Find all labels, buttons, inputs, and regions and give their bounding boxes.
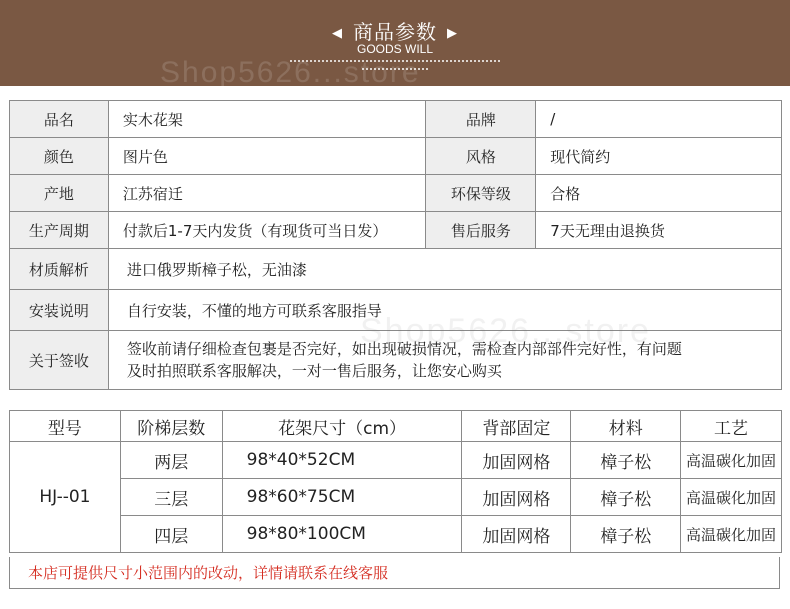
spec-label: 产地 bbox=[10, 175, 109, 212]
product-row bbox=[10, 479, 782, 516]
column-header: 背部固定 bbox=[462, 411, 571, 442]
size-cell: 98*80*100CM bbox=[222, 516, 462, 553]
product-row bbox=[10, 442, 782, 479]
back-cell: 加固网格 bbox=[462, 516, 571, 553]
column-header: 材料 bbox=[571, 411, 681, 442]
spec-value: 图片色 bbox=[108, 138, 426, 175]
spec-value: 现代简约 bbox=[536, 138, 782, 175]
back-cell: 加固网格 bbox=[462, 442, 571, 479]
tiers-cell: 两层 bbox=[120, 442, 222, 479]
column-header: 型号 bbox=[10, 411, 121, 442]
watermark-2: Shop5626...store bbox=[360, 312, 651, 350]
spec-row bbox=[10, 175, 782, 212]
material-cell: 樟子松 bbox=[571, 516, 681, 553]
install-label: 安装说明 bbox=[10, 290, 109, 331]
spec-value: 合格 bbox=[536, 175, 782, 212]
spec-label: 品牌 bbox=[426, 101, 536, 138]
spec-value: / bbox=[536, 101, 782, 138]
column-header: 阶梯层数 bbox=[120, 411, 222, 442]
watermark: Shop5626...store bbox=[160, 56, 421, 89]
size-cell: 98*40*52CM bbox=[222, 442, 462, 479]
tiers-cell: 四层 bbox=[120, 516, 222, 553]
spec-value: 江苏宿迁 bbox=[108, 175, 426, 212]
install-value: 自行安装，不懂的地方可联系客服指导 bbox=[108, 290, 781, 331]
spec-label: 风格 bbox=[426, 138, 536, 175]
spec-row bbox=[10, 212, 782, 249]
spec-row-material bbox=[10, 249, 782, 290]
spec-label: 生产周期 bbox=[10, 212, 109, 249]
model-cell: HJ--01 bbox=[10, 442, 121, 553]
tiers-cell: 三层 bbox=[120, 479, 222, 516]
spec-label: 售后服务 bbox=[426, 212, 536, 249]
product-row bbox=[10, 516, 782, 553]
craft-cell: 高温碳化加固 bbox=[681, 479, 782, 516]
receipt-line-1: 签收前请仔细检查包裹是否完好，如出现破损情况，需检查内部部件完好性，有问题 bbox=[126, 340, 682, 358]
spec-label: 颜色 bbox=[10, 138, 109, 175]
material-value: 进口俄罗斯樟子松，无油漆 bbox=[108, 249, 781, 290]
craft-cell: 高温碳化加固 bbox=[681, 516, 782, 553]
column-header: 花架尺寸（cm） bbox=[222, 411, 462, 442]
spec-label: 环保等级 bbox=[426, 175, 536, 212]
banner-subtitle: GOODS WILL bbox=[356, 42, 433, 56]
product-table bbox=[9, 410, 782, 553]
banner-title-text: 商品参数 bbox=[353, 20, 437, 44]
receipt-line-2: 及时拍照联系客服解决，一对一售后服务，让您安心购买 bbox=[126, 362, 502, 380]
right-triangle-icon: ▶ bbox=[447, 26, 458, 41]
left-triangle-icon: ◀ bbox=[332, 26, 343, 41]
size-cell: 98*60*75CM bbox=[222, 479, 462, 516]
spec-row bbox=[10, 138, 782, 175]
header-banner bbox=[0, 0, 790, 89]
column-header: 工艺 bbox=[681, 411, 782, 442]
product-header-row bbox=[10, 411, 782, 442]
back-cell: 加固网格 bbox=[462, 479, 571, 516]
receipt-label: 关于签收 bbox=[10, 331, 109, 390]
spec-value: 7天无理由退换货 bbox=[536, 212, 782, 249]
spec-label: 品名 bbox=[10, 101, 109, 138]
material-cell: 樟子松 bbox=[571, 442, 681, 479]
material-label: 材质解析 bbox=[10, 249, 109, 290]
customization-note: 本店可提供尺寸小范围内的改动，详情请联系在线客服 bbox=[9, 557, 780, 589]
spec-value: 付款后1-7天内发货（有现货可当日发） bbox=[108, 212, 426, 249]
spec-value: 实木花架 bbox=[108, 101, 426, 138]
craft-cell: 高温碳化加固 bbox=[681, 442, 782, 479]
material-cell: 樟子松 bbox=[571, 479, 681, 516]
spec-row bbox=[10, 101, 782, 138]
banner-title bbox=[0, 16, 790, 45]
